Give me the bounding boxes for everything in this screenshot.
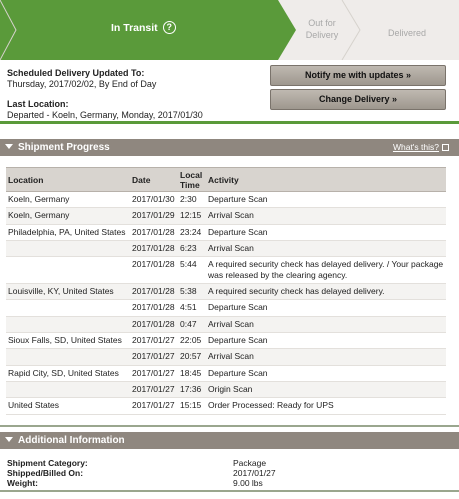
table-row xyxy=(6,257,446,284)
cell-date: 2017/01/28 xyxy=(130,284,178,300)
table-row xyxy=(6,398,446,414)
cell-local-time: 12:15 xyxy=(178,208,206,224)
shipment-status-tracker xyxy=(0,0,459,60)
collapse-triangle-icon xyxy=(5,144,13,149)
table-row xyxy=(6,240,446,256)
additional-information-header[interactable] xyxy=(0,432,459,449)
cell-activity: A required security check has delayed delivery. / Your package was released by the clearing agency. xyxy=(206,257,446,284)
shipment-progress-table xyxy=(6,167,446,415)
cell-date: 2017/01/27 xyxy=(130,333,178,349)
column-header-local-time xyxy=(178,168,206,192)
cell-location xyxy=(6,300,130,316)
cell-activity: Departure Scan xyxy=(206,224,446,240)
table-row xyxy=(6,300,446,316)
cell-date: 2017/01/27 xyxy=(130,398,178,414)
table-row xyxy=(6,284,446,300)
cell-local-time: 0:47 xyxy=(178,316,206,332)
external-window-icon xyxy=(442,144,449,151)
cell-local-time: 18:45 xyxy=(178,365,206,381)
cell-activity: Origin Scan xyxy=(206,381,446,397)
cell-activity: A required security check has delayed delivery. xyxy=(206,284,446,300)
table-row xyxy=(6,381,446,397)
section-divider xyxy=(0,490,459,492)
step-out-for-delivery-line2: Delivery xyxy=(305,30,339,40)
cell-activity: Departure Scan xyxy=(206,365,446,381)
column-header-location: Location xyxy=(6,168,130,192)
info-row xyxy=(7,458,447,468)
section-divider xyxy=(0,121,459,124)
cell-location: Philadelphia, PA, United States xyxy=(6,224,130,240)
cell-activity: Departure Scan xyxy=(206,300,446,316)
cell-local-time: 2:30 xyxy=(178,192,206,208)
cell-location xyxy=(6,240,130,256)
step-out-for-delivery xyxy=(297,17,347,41)
cell-location xyxy=(6,349,130,365)
info-key: Shipped/Billed On: xyxy=(7,468,84,478)
cell-location: Koeln, Germany xyxy=(6,192,130,208)
cell-date: 2017/01/27 xyxy=(130,349,178,365)
info-key: Shipment Category: xyxy=(7,458,88,468)
cell-location: United States xyxy=(6,398,130,414)
additional-information-title: Additional Information xyxy=(18,435,125,446)
collapse-triangle-icon xyxy=(5,437,13,442)
additional-information xyxy=(7,458,447,488)
table-row xyxy=(6,349,446,365)
change-delivery-button[interactable]: Change Delivery » xyxy=(270,89,446,110)
cell-location: Louisville, KY, United States xyxy=(6,284,130,300)
cell-date: 2017/01/28 xyxy=(130,224,178,240)
last-location-label: Last Location: xyxy=(7,99,69,109)
whats-this-link[interactable] xyxy=(393,139,449,156)
table-header-row xyxy=(6,168,446,192)
cell-local-time: 23:24 xyxy=(178,224,206,240)
table-row xyxy=(6,192,446,208)
cell-local-time: 5:38 xyxy=(178,284,206,300)
table-row xyxy=(6,365,446,381)
table-row xyxy=(6,316,446,332)
delivery-info xyxy=(7,68,267,121)
cell-location xyxy=(6,381,130,397)
column-header-activity: Activity xyxy=(206,168,446,192)
cell-local-time: 6:23 xyxy=(178,240,206,256)
table-row xyxy=(6,333,446,349)
cell-location: Sioux Falls, SD, United States xyxy=(6,333,130,349)
section-divider xyxy=(0,425,459,427)
cell-local-time: 17:36 xyxy=(178,381,206,397)
cell-location: Koeln, Germany xyxy=(6,208,130,224)
cell-date: 2017/01/29 xyxy=(130,208,178,224)
table-row xyxy=(6,224,446,240)
cell-date: 2017/01/28 xyxy=(130,300,178,316)
info-value: 2017/01/27 xyxy=(233,468,276,478)
cell-activity: Arrival Scan xyxy=(206,349,446,365)
cell-local-time: 4:51 xyxy=(178,300,206,316)
last-location-value: Departed - Koeln, Germany, Monday, 2017/01/30 xyxy=(7,110,203,120)
cell-activity: Arrival Scan xyxy=(206,316,446,332)
cell-activity: Departure Scan xyxy=(206,333,446,349)
cell-date: 2017/01/27 xyxy=(130,381,178,397)
cell-date: 2017/01/30 xyxy=(130,192,178,208)
cell-local-time: 22:05 xyxy=(178,333,206,349)
cell-activity: Arrival Scan xyxy=(206,240,446,256)
help-icon[interactable]: ? xyxy=(163,21,176,34)
cell-date: 2017/01/28 xyxy=(130,240,178,256)
cell-date: 2017/01/28 xyxy=(130,257,178,284)
cell-date: 2017/01/28 xyxy=(130,316,178,332)
scheduled-delivery-label: Scheduled Delivery Updated To: xyxy=(7,68,145,78)
whats-this-label: What's this? xyxy=(392,142,439,152)
column-header-local-time-line1: Local xyxy=(180,169,203,180)
info-row xyxy=(7,468,447,478)
cell-local-time: 15:15 xyxy=(178,398,206,414)
cell-location xyxy=(6,257,130,284)
column-header-date: Date xyxy=(130,168,178,192)
cell-location xyxy=(6,316,130,332)
table-row xyxy=(6,208,446,224)
info-value: Package xyxy=(233,458,267,468)
scheduled-delivery-value: Thursday, 2017/02/02, By End of Day xyxy=(7,79,157,89)
cell-date: 2017/01/27 xyxy=(130,365,178,381)
column-header-local-time-line2: Time xyxy=(180,179,200,190)
step-delivered: Delivered xyxy=(387,28,427,38)
cell-local-time: 20:57 xyxy=(178,349,206,365)
cell-activity: Arrival Scan xyxy=(206,208,446,224)
cell-activity: Departure Scan xyxy=(206,192,446,208)
notify-me-button[interactable]: Notify me with updates » xyxy=(270,65,446,86)
info-key: Weight: xyxy=(7,478,39,488)
info-value: 9.00 lbs xyxy=(233,478,263,488)
info-row xyxy=(7,478,447,488)
shipment-progress-header[interactable] xyxy=(0,139,459,156)
step-out-for-delivery-line1: Out for xyxy=(308,18,336,28)
cell-local-time: 5:44 xyxy=(178,257,206,284)
cell-location: Rapid City, SD, United States xyxy=(6,365,130,381)
cell-activity: Order Processed: Ready for UPS xyxy=(206,398,446,414)
shipment-progress-title: Shipment Progress xyxy=(18,142,110,153)
step-in-transit xyxy=(0,0,300,60)
step-in-transit-label: In Transit xyxy=(111,21,158,34)
